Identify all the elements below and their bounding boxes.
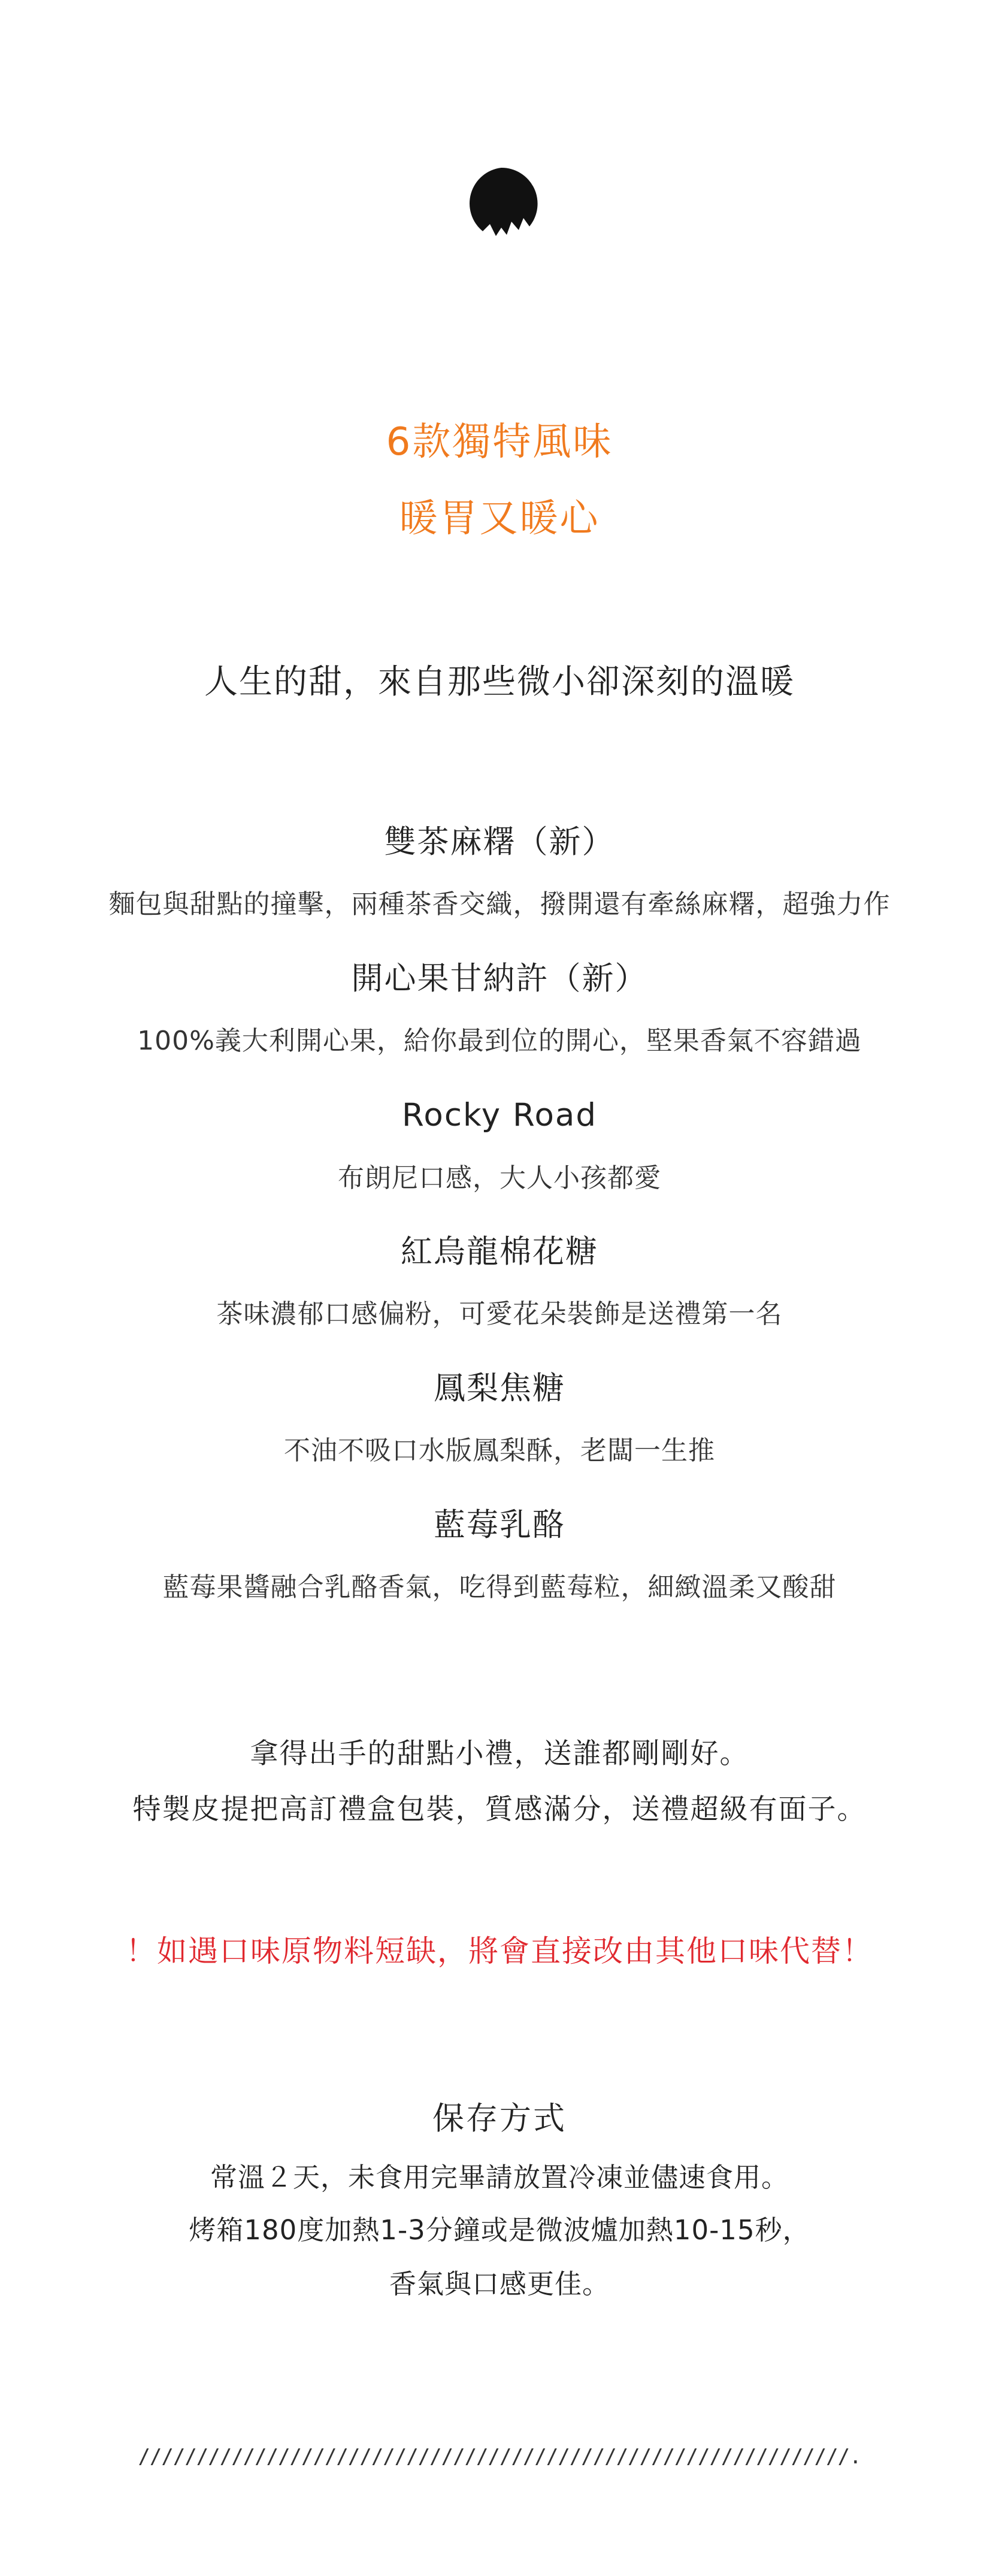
storage-title: 保存方式 xyxy=(432,2100,567,2137)
flavor-desc: 麵包與甜點的撞擊，兩種茶香交織，撥開還有牽絲麻糬，超強力作 xyxy=(108,889,891,920)
flavor-desc: 不油不吸口水版鳳梨酥，老闆一生推 xyxy=(284,1435,715,1466)
flavor-name: Rocky Road xyxy=(401,1097,598,1133)
shortage-warning: ！如遇口味原物料短缺，將會直接改由其他口味代替！ xyxy=(126,1934,873,1969)
flavor-desc: 茶味濃郁口感偏粉，可愛花朵裝飾是送禮第一名 xyxy=(216,1299,783,1329)
dark-moon-logo-icon xyxy=(464,165,539,249)
flavor-desc: 100%義大利開心果，給你最到位的開心，堅果香氣不容錯過 xyxy=(137,1026,862,1056)
gift-line-1: 拿得出手的甜點小禮，送誰都剛剛好。 xyxy=(250,1737,749,1770)
flavor-name: 開心果甘納許（新） xyxy=(351,960,648,997)
slash-divider: /////////////////////////////////////////////////////////////. xyxy=(138,2445,861,2469)
gift-line-2: 特製皮提把高訂禮盒包裝，質感滿分，送禮超級有面子。 xyxy=(132,1793,867,1826)
storage-line-2: 烤箱180度加熱1-3分鐘或是微波爐加熱10-15秒， xyxy=(189,2214,810,2246)
flavor-name: 紅烏龍棉花糖 xyxy=(401,1233,598,1270)
headline-line-1: 6款獨特風味 xyxy=(386,420,613,464)
flavor-desc: 布朗尼口感，大人小孩都愛 xyxy=(338,1163,661,1193)
intro-text: 人生的甜，來自那些微小卻深刻的溫暖 xyxy=(204,663,795,702)
flavor-desc: 藍莓果醬融合乳酪香氣，吃得到藍莓粒，細緻溫柔又酸甜 xyxy=(162,1572,837,1603)
headline-line-2: 暖胃又暖心 xyxy=(399,497,600,541)
flavor-name: 藍莓乳酪 xyxy=(434,1507,565,1543)
storage-line-3: 香氣與口感更佳。 xyxy=(389,2268,610,2300)
storage-line-1: 常溫２天，未食用完畢請放置冷凍並儘速食用。 xyxy=(210,2161,789,2193)
flavor-name: 鳳梨焦糖 xyxy=(434,1370,565,1407)
flavor-name: 雙茶麻糬（新） xyxy=(384,824,615,860)
